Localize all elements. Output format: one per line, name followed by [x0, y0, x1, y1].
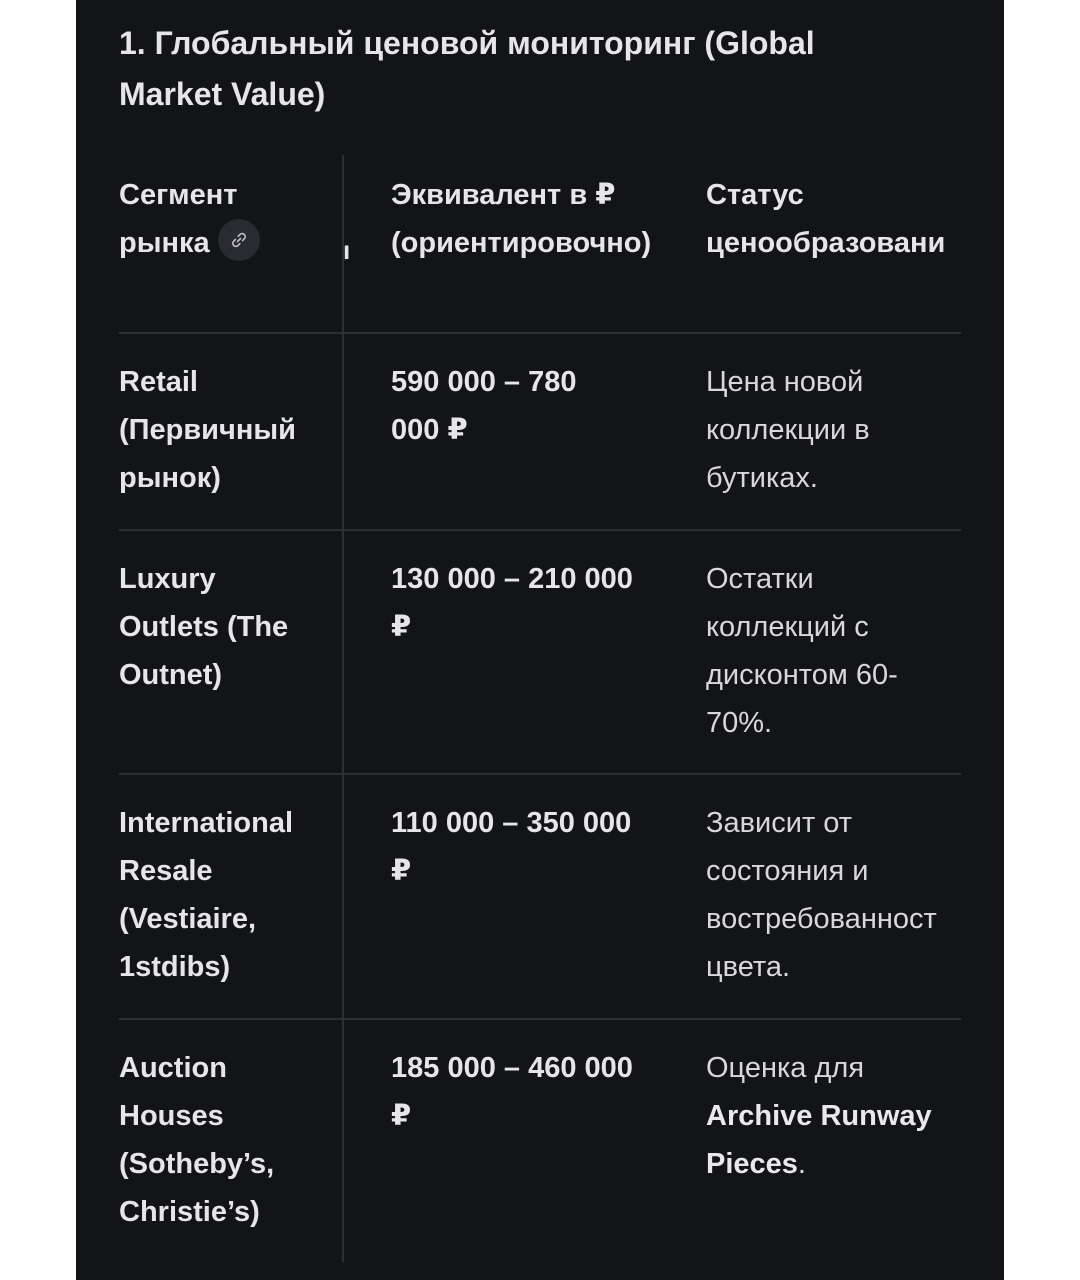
- table-row: [119, 531, 961, 773]
- cell-segment: International Resale (Vestiaire, 1stdibs): [119, 807, 294, 983]
- price-table[interactable]: [119, 155, 961, 1262]
- table-header-row: [119, 155, 961, 333]
- table-row: [119, 1020, 961, 1262]
- hidden-column-fragment: ı: [343, 235, 351, 265]
- cell-price: 130 000 – 210 000 ₽: [391, 563, 633, 643]
- cell-price: 185 000 – 460 000 ₽: [391, 1052, 633, 1132]
- cell-status: Цена новой коллекции в бутиках.: [706, 366, 870, 494]
- table-row: [119, 334, 961, 529]
- cell-price: 110 000 – 350 000 ₽: [391, 807, 632, 887]
- section-heading: [119, 18, 919, 120]
- cell-status: Оценка для Archive Runway Pieces.: [706, 1052, 932, 1180]
- cell-segment: Auction Houses (Sotheby’s, Christie’s): [119, 1052, 275, 1228]
- cell-status: Зависит от состояния и востребованност цвета.: [706, 807, 937, 983]
- cell-price: 590 000 – 780 000 ₽: [391, 366, 577, 446]
- header-status: Статус ценообразовани: [706, 179, 946, 259]
- heading-line-2: Market Value): [119, 76, 326, 112]
- cell-segment: Luxury Outlets (The Outnet): [119, 563, 289, 691]
- link-icon[interactable]: [218, 219, 260, 261]
- header-segment: Сегмент рынка: [119, 171, 319, 267]
- header-price: Эквивалент в ₽ (ориентировочно): [391, 179, 652, 259]
- heading-line-1: 1. Глобальный ценовой мониторинг (Global: [119, 25, 815, 61]
- content-panel: [76, 0, 1004, 1280]
- cell-segment: Retail (Первичный рынок): [119, 366, 296, 494]
- table-row: [119, 775, 961, 1018]
- cell-status: Остатки коллекций с дисконтом 60- 70%.: [706, 563, 898, 739]
